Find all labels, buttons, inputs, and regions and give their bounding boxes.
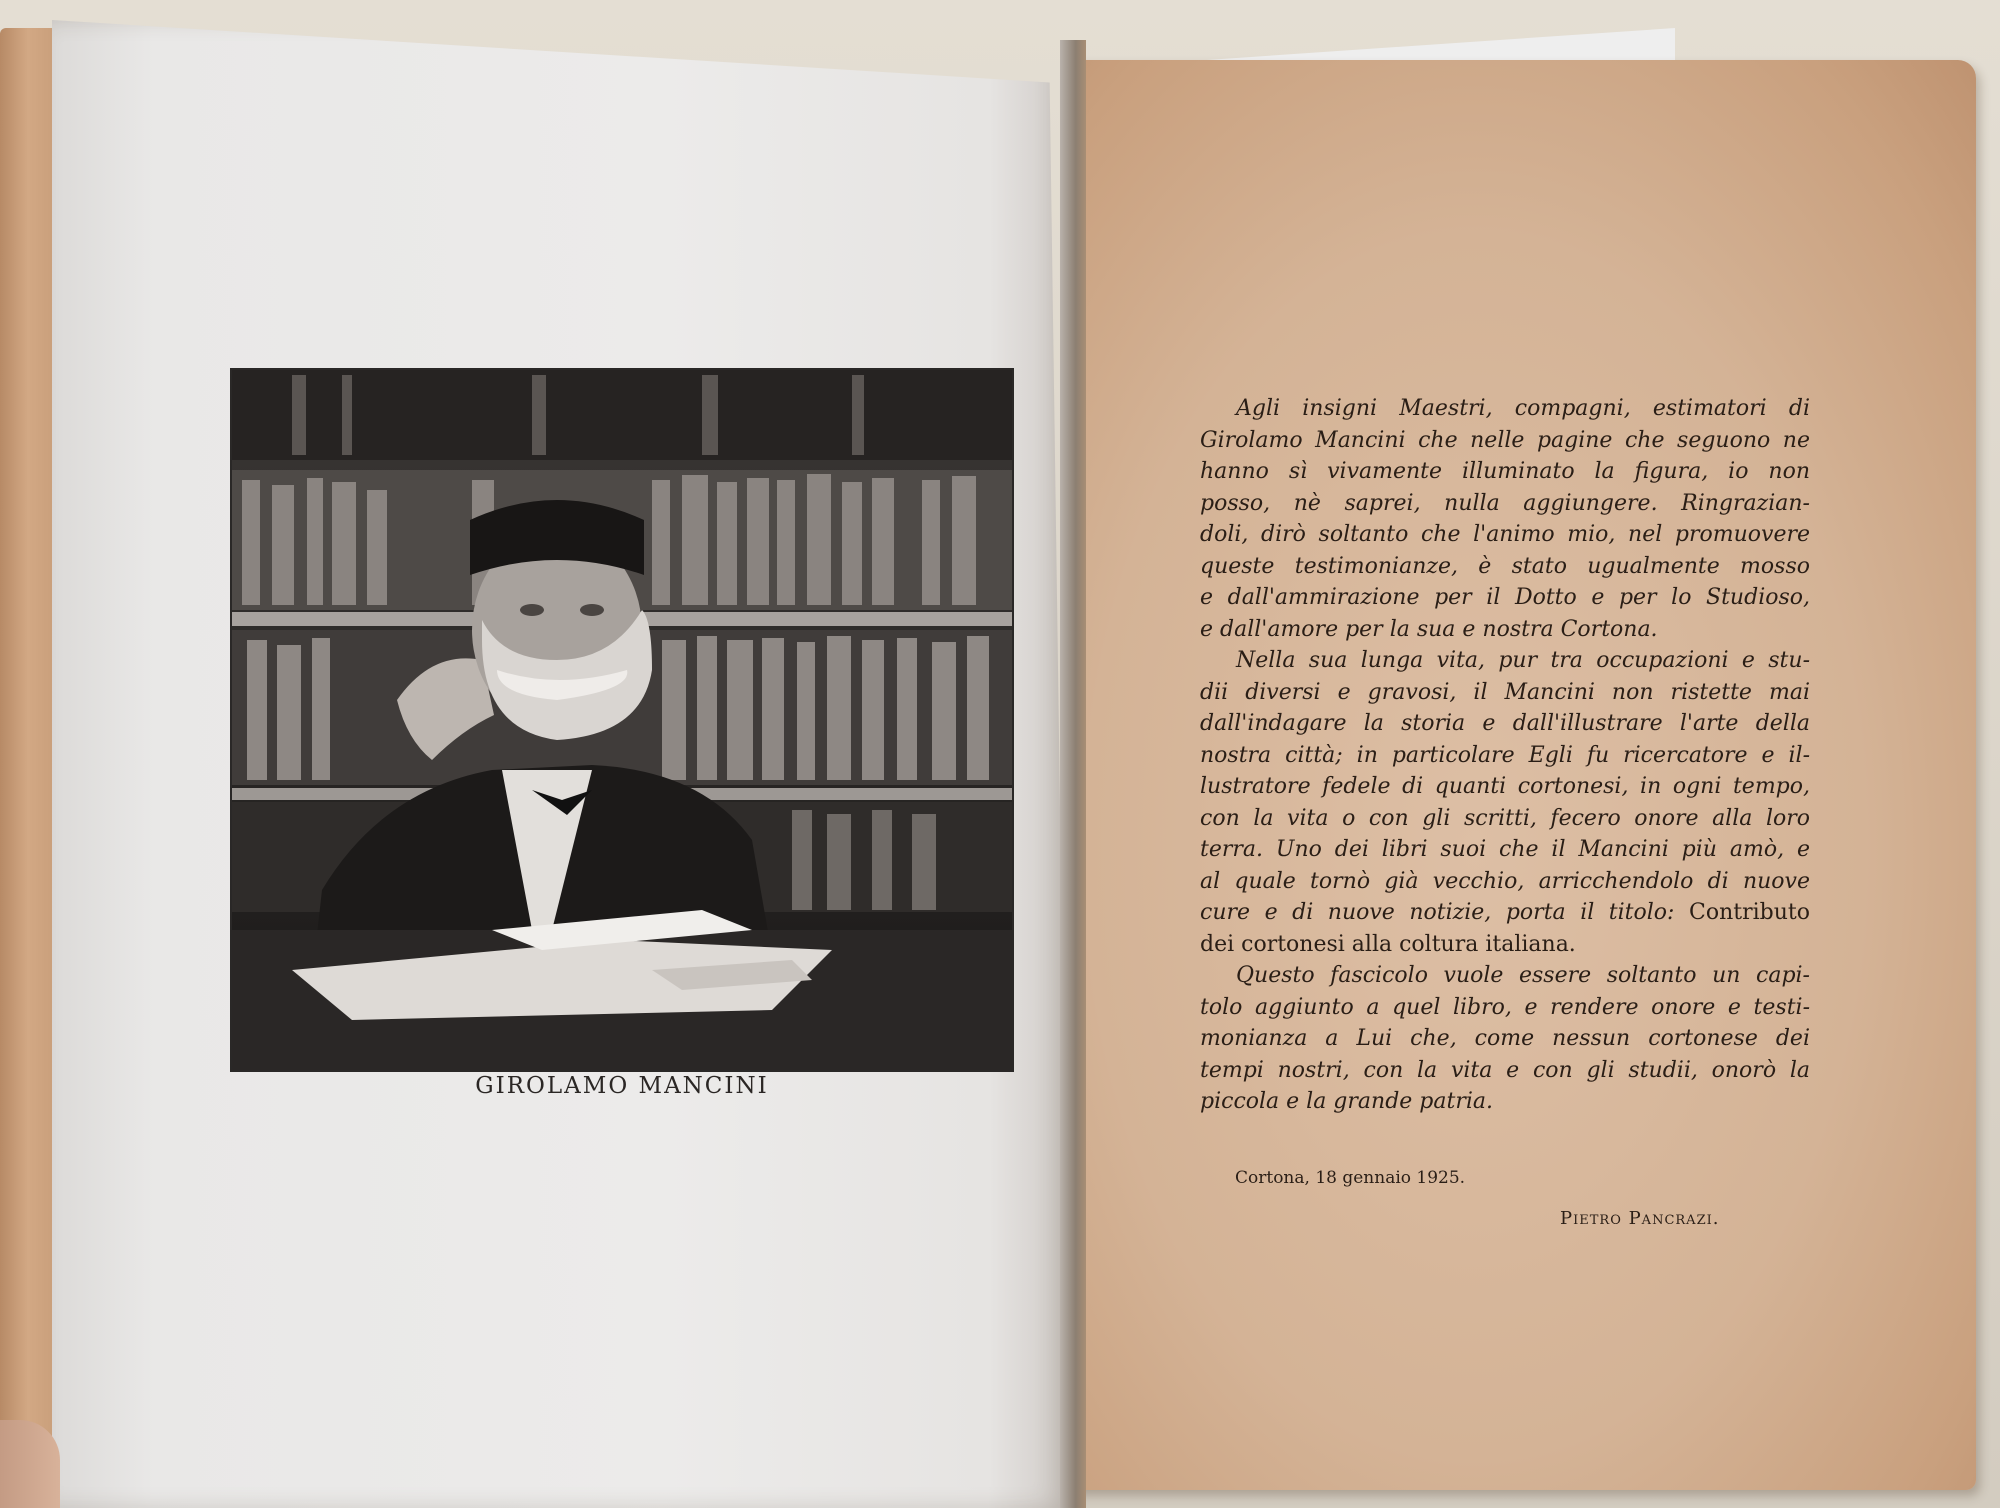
text-line: tolo aggiunto a quel libro, e rendere onore e testi- <box>1200 994 1810 1020</box>
text-line: Nella sua lunga vita, pur tra occupazioni e stu- <box>1236 648 1810 673</box>
text-line: nostra città; in particolare Egli fu ricercatore e il- <box>1200 742 1810 768</box>
text-line: dall'indagare la storia e dall'illustrare l'arte della <box>1200 711 1810 736</box>
text-line: cure e di nuove notizie, porta il titolo: <box>1200 900 1675 925</box>
portrait-photograph <box>232 370 1012 1070</box>
book-gutter <box>1060 40 1086 1508</box>
text-line: e dall'ammirazione per il Dotto e per lo Studioso, <box>1200 585 1810 610</box>
text-line: e dall'amore per la sua e nostra Cortona. <box>1200 616 1658 642</box>
text-line: terra. Uno dei libri suoi che il Mancini più amò, e <box>1200 837 1810 862</box>
place-date: Cortona, 18 gennaio 1925. <box>1235 1168 1466 1188</box>
book-title: Contributo <box>1689 900 1810 925</box>
text-line: hanno sì vivamente illuminato la figura, io non <box>1200 459 1810 484</box>
text-line: Girolamo Mancini che nelle pagine che seguono ne <box>1200 427 1810 453</box>
text-line: dii diversi e gravosi, il Mancini non ristette mai <box>1200 679 1810 705</box>
text-line: lustratore fedele di quanti cortonesi, in ogni tempo, <box>1200 774 1810 799</box>
text-line: Questo fascicolo vuole essere soltanto un capi- <box>1236 963 1810 988</box>
text-line: con la vita o con gli scritti, fecero onore alla loro <box>1200 805 1810 831</box>
text-line: queste testimonianze, è stato ugualmente mosso <box>1200 553 1810 579</box>
text-line: piccola e la grande patria. <box>1200 1089 1493 1114</box>
portrait-caption: GIROLAMO MANCINI <box>475 1073 769 1099</box>
dedication-text <box>1200 393 1810 1118</box>
text-line: monianza a Lui che, come nessun cortonese dei <box>1200 1026 1810 1051</box>
text-line: al quale tornò già vecchio, arricchendolo di nuove <box>1200 868 1810 894</box>
portrait-image <box>232 370 1012 1070</box>
text-line-with-title <box>1200 897 1810 929</box>
signature: Pietro Pancrazi. <box>1560 1208 1720 1229</box>
text-line: posso, nè saprei, nulla aggiungere. Ringrazian- <box>1200 490 1810 516</box>
text-line: doli, dirò soltanto che l'animo mio, nel promuovere <box>1200 522 1810 547</box>
book-title-continued: dei cortonesi alla coltura italiana. <box>1200 931 1576 957</box>
text-line: tempi nostri, con la vita e con gli studii, onorò la <box>1200 1057 1810 1083</box>
text-line: Agli insigni Maestri, compagni, estimatori di <box>1236 396 1810 421</box>
